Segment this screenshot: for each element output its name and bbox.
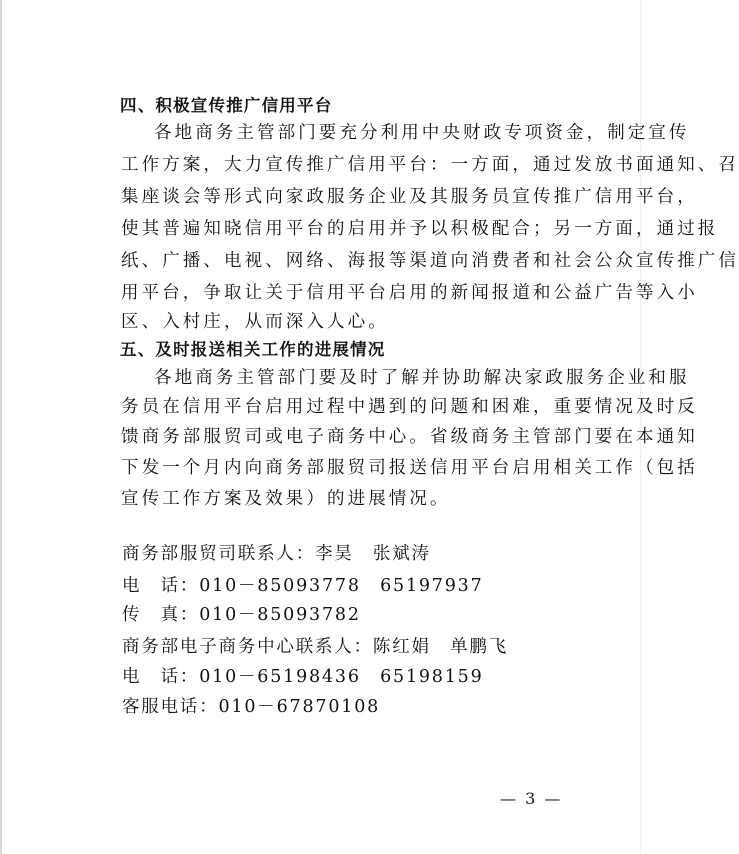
contact-line: 电 话：010－65198436 65198159 xyxy=(122,667,484,687)
section-5-heading: 五、及时报送相关工作的进展情况 xyxy=(120,340,386,359)
section-4-line: 工作方案，大力宣传推广信用平台：一方面，通过发放书面通知、召 xyxy=(121,155,739,175)
section-5-line: 务员在信用平台启用过程中遇到的问题和困难，重要情况及时反 xyxy=(121,397,698,417)
section-5-line: 各地商务主管部门要及时了解并协助解决家政服务企业和服 xyxy=(154,368,690,388)
section-4-line: 各地商务主管部门要充分利用中央财政专项资金，制定宣传 xyxy=(154,123,690,143)
contact-line: 商务部服贸司联系人：李昊 张斌涛 xyxy=(122,544,431,564)
section-4-line: 使其普遍知晓信用平台的启用并予以积极配合；另一方面，通过报 xyxy=(121,219,719,239)
contact-line: 电 话：010－85093778 65197937 xyxy=(122,576,484,596)
contact-line: 客服电话：010－67870108 xyxy=(122,697,381,717)
contact-line: 传 真：010－85093782 xyxy=(122,605,361,625)
page-number: — 3 — xyxy=(500,789,563,808)
section-5-line: 馈商务部服贸司或电子商务中心。省级商务主管部门要在本通知 xyxy=(121,427,698,447)
section-4-heading: 四、积极宣传推广信用平台 xyxy=(120,96,333,115)
section-4-line: 用平台，争取让关于信用平台启用的新闻报道和公益广告等入小 xyxy=(121,283,698,303)
section-5-line: 下发一个月内向商务部服贸司报送信用平台启用相关工作（包括 xyxy=(121,458,698,478)
contact-line: 商务部电子商务中心联系人：陈红娟 单鹏飞 xyxy=(122,637,508,657)
section-4-line: 纸、广播、电视、网络、海报等渠道向消费者和社会公众宣传推广信 xyxy=(121,251,739,271)
section-4-line: 集座谈会等形式向家政服务企业及其服务员宣传推广信用平台， xyxy=(121,187,698,207)
section-5-line: 宣传工作方案及效果）的进展情况。 xyxy=(121,489,451,509)
section-4-line: 区、入村庄，从而深入人心。 xyxy=(121,312,389,332)
